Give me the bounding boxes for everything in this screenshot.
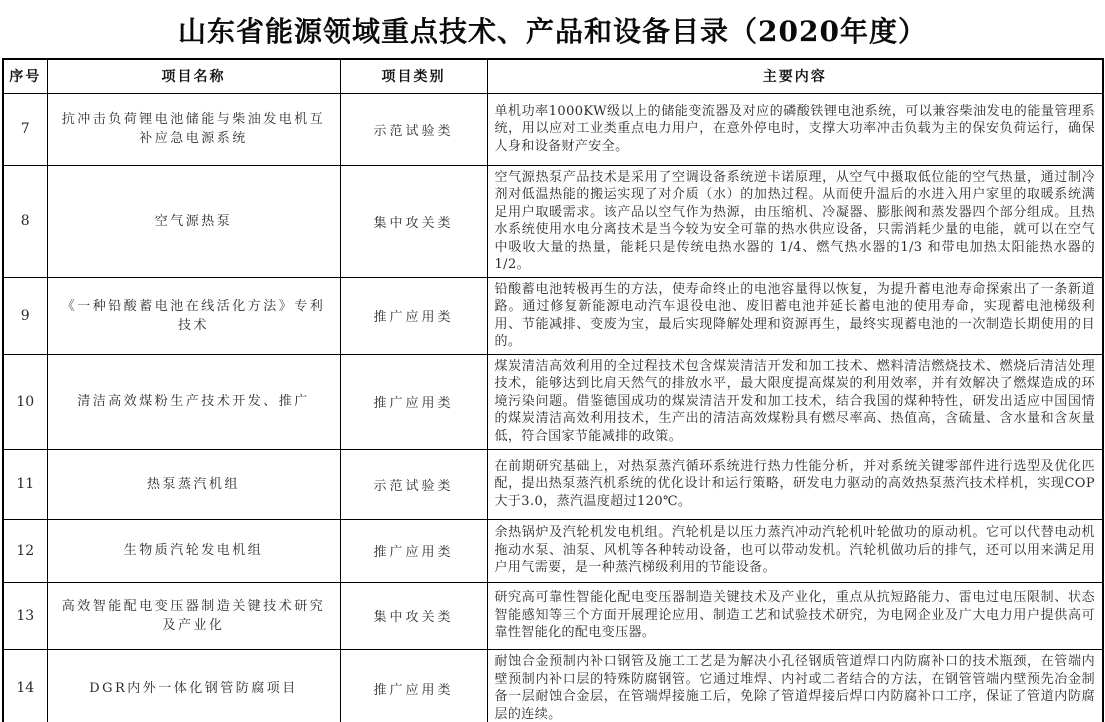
table-row <box>3 449 1103 519</box>
cell-no: 8 <box>3 165 47 277</box>
cell-content: 在前期研究基础上，对热泵蒸汽循环系统进行热力性能分析，并对系统关键零部件进行选型及优化匹配，提出热泵蒸汽机系统的优化设计和运行策略，研发电力驱动的高效热泵蒸汽技术样机，实现COP大于3.0，蒸汽温度超过120℃。 <box>487 449 1103 519</box>
catalog-table <box>2 58 1104 722</box>
cell-no: 11 <box>3 449 47 519</box>
table-row <box>3 582 1103 649</box>
header-no: 序号 <box>3 59 47 93</box>
cell-project-name: 空气源热泵 <box>47 165 340 277</box>
cell-no: 9 <box>3 277 47 354</box>
cell-content: 煤炭清洁高效利用的全过程技术包含煤炭清洁开发和加工技术、燃料清洁燃烧技术、燃烧后清洁处理技术，能够达到比肩天然气的排放水平，最大限度提高煤炭的利用效率，并有效解决了燃煤造成的环境污染问题。借鉴德国成功的煤炭清洁开发和加工技术，结合我国的煤种特性，研发出适应中国国情的煤炭清洁高效利用技术，生产出的清洁高效煤粉具有燃尽率高、热值高，含硫量、含水量和含灰量低，符合国家节能减排的政策。 <box>487 354 1103 449</box>
cell-no: 12 <box>3 519 47 582</box>
header-name: 项目名称 <box>47 59 340 93</box>
cell-content: 余热锅炉及汽轮机发电机组。汽轮机是以压力蒸汽冲动汽轮机叶轮做功的原动机。它可以代替电动机拖动水泵、油泵、风机等各种转动设备，也可以带动发机。汽轮机做功后的排气，还可以用来满足用户用气需要，是一种蒸汽梯级利用的节能设备。 <box>487 519 1103 582</box>
cell-project-name: 抗冲击负荷锂电池储能与柴油发电机互补应急电源系统 <box>47 93 340 165</box>
table-row <box>3 165 1103 277</box>
cell-project-name: 热泵蒸汽机组 <box>47 449 340 519</box>
table-row <box>3 519 1103 582</box>
cell-category: 集中攻关类 <box>340 582 487 649</box>
table-header-row <box>3 59 1103 93</box>
table-row <box>3 649 1103 722</box>
cell-no: 7 <box>3 93 47 165</box>
cell-category: 推广应用类 <box>340 354 487 449</box>
cell-content: 空气源热泵产品技术是采用了空调设备系统逆卡诺原理，从空气中摄取低位能的空气热量，通过制冷剂对低温热能的搬运实现了对介质（水）的加热过程。从而使升温后的水进入用户家里的取暖系统满足用户取暖需求。该产品以空气作为热源，由压缩机、冷凝器、膨胀阀和蒸发器四个部分组成。且热水系统使用水电分离技术是当今较为安全可靠的热水供应设备，只需消耗少量的电能，就可以在空气中吸收大量的热量，能耗只是传统电热水器的 1/4、燃气热水器的1/3 和带电加热太阳能热水器的 1/2。 <box>487 165 1103 277</box>
cell-no: 14 <box>3 649 47 722</box>
cell-category: 推广应用类 <box>340 519 487 582</box>
cell-project-name: DGR内外一体化钢管防腐项目 <box>47 649 340 722</box>
cell-category: 推广应用类 <box>340 277 487 354</box>
table-row <box>3 354 1103 449</box>
cell-project-name: 生物质汽轮发电机组 <box>47 519 340 582</box>
cell-project-name: 《一种铅酸蓄电池在线活化方法》专利技术 <box>47 277 340 354</box>
cell-no: 10 <box>3 354 47 449</box>
cell-content: 研究高可靠性智能化配电变压器制造关键技术及产业化，重点从抗短路能力、雷电过电压限制、状态智能感知等三个方面开展理论应用、制造工艺和试验技术研究，为电网企业及广大电力用户提供高可靠性智能化的配电变压器。 <box>487 582 1103 649</box>
header-content: 主要内容 <box>487 59 1103 93</box>
cell-category: 推广应用类 <box>340 649 487 722</box>
cell-project-name: 高效智能配电变压器制造关键技术研究及产业化 <box>47 582 340 649</box>
cell-category: 示范试验类 <box>340 449 487 519</box>
cell-project-name: 清洁高效煤粉生产技术开发、推广 <box>47 354 340 449</box>
table-row <box>3 277 1103 354</box>
cell-category: 集中攻关类 <box>340 165 487 277</box>
table-row <box>3 93 1103 165</box>
cell-category: 示范试验类 <box>340 93 487 165</box>
header-category: 项目类别 <box>340 59 487 93</box>
page-title: 山东省能源领域重点技术、产品和设备目录（2020年度） <box>178 15 927 48</box>
cell-no: 13 <box>3 582 47 649</box>
cell-content: 单机功率1000KW级以上的储能变流器及对应的磷酸铁锂电池系统，可以兼容柴油发电的能量管理系统，用以应对工业类重点电力用户，在意外停电时，支撑大功率冲击负载为主的保安负荷运行，确保人身和设备财产安全。 <box>487 93 1103 165</box>
cell-content: 耐蚀合金预制内补口钢管及施工工艺是为解决小孔径钢质管道焊口内防腐补口的技术瓶颈，在管端内壁预制内补口层的特殊防腐钢管。它通过堆焊、内衬或二者结合的方法，在钢管管端内壁预先冶金制备一层耐蚀合金层，在管端焊接施工后，免除了管道焊接后焊口内防腐补口工序，保证了管道内防腐层的连续。 <box>487 649 1103 722</box>
cell-content: 铅酸蓄电池转极再生的方法，使寿命终止的电池容量得以恢复，为提升蓄电池寿命探索出了一条新道路。通过修复新能源电动汽车退役电池、废旧蓄电池并延长蓄电池的使用寿命，实现蓄电池梯级利用、节能减排、变废为宝，最后实现降解处理和资源再生，最终实现蓄电池的一次制造长期使用的目的。 <box>487 277 1103 354</box>
